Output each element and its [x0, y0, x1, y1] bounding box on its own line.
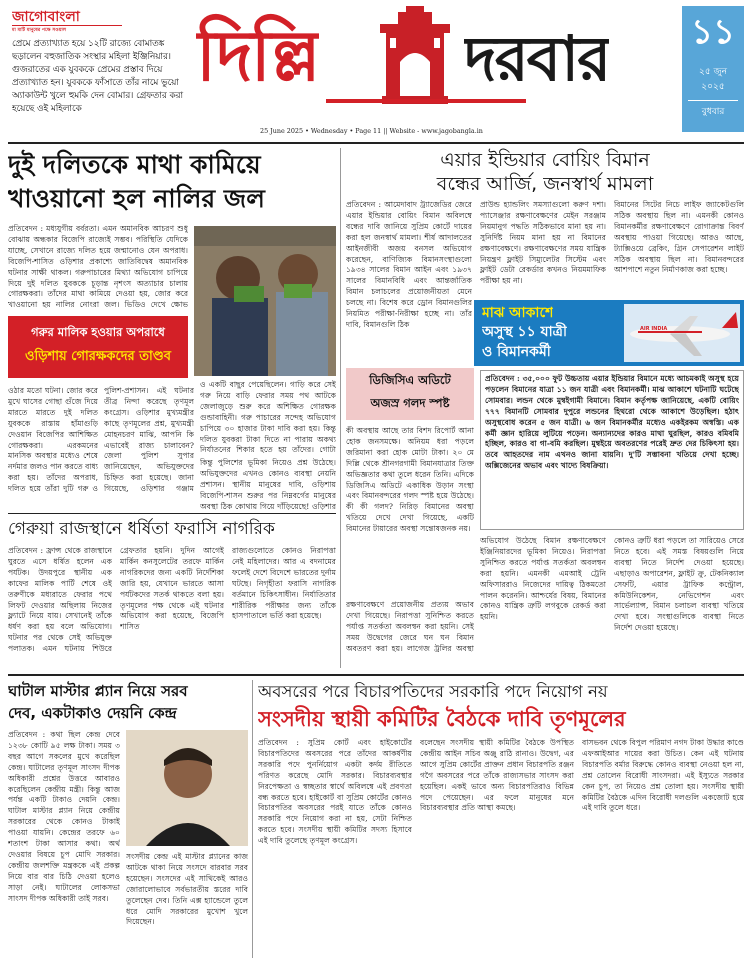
- story5-body-col1: প্রতিবেদন : সুপ্রিম কোর্ট এবং হাইকোর্টের বিচারপতিদের অবসরের পরে তাঁদের আকর্ষণীয় সরকারি পদে পুনর্নিয়োগ একটা কর্দম রীতিতে পরিণত করেছে মোদি সরকার। বিচারব্যবস্থার নিরপেক্ষতা ও স্বচ্ছতার স্বার্থে অবিলম্বে এই প্রবণতা বন্ধ করতে হবে। হাইকোর্ট বা সুপ্রিম কোর্টের কোনও বিচারপতির অবসরের পরই যাতে তাঁকে কোনও সরকারি পদে নিয়োগ করা না হয়, সেটা নিশ্চিত করতে হবে। সংসদীয় স্থায়ী কমিটির সদস্য হিসাবে এই দাবি তুলেছে তৃণমূল কংগ্রেস।: [258, 738, 412, 846]
- masthead-dateline: 25 June 2025 • Wednesday • Page 11 || Website - www.jagobangla.in: [260, 127, 483, 135]
- masthead-title: [196, 4, 680, 116]
- story1-body-col2: পুলিশ-প্রশাসন। এই ঘটনার তীব্র নিন্দা করেছে তৃণমূল কংগ্রেস। ওড়িশার মুখ্যমন্ত্রীর কাছে তৃণমূলের প্রশ্ন, মুখ্যমন্ত্রী মোহনচরণ মাঝি, আপনি কি এভাবেই রাজ্য চালাবেন? জেলা পুলিশ সুপার জানিয়েছেন, অভিযুক্তদের চিহ্নিত করা হয়েছে। জানা গিয়েছে, ওড়িশার গঞ্জাম: [104, 386, 194, 494]
- story5-headline: সংসদীয় স্থায়ী কমিটির বৈঠকে দাবি তৃণমূলের: [258, 707, 626, 731]
- story-judges: [258, 680, 744, 958]
- story5-kicker: অবসরের পরে বিচারপতিদের সরকারি পদে নিয়োগ নয়: [258, 682, 608, 701]
- story-rajasthan: [8, 516, 336, 664]
- story3-body-col1: প্রতিবেদন : আমেদাবাদ ট্র্যাজেডির জেরে এয়ার ইন্ডিয়ার বোয়িং বিমান অবিলম্বে বন্ধের দাবি জানিয়ে সুপ্রিম কোর্টে দায়ের করা হল জনস্বার্থ মামলা। শীর্ষ আদালতের আইনজীবী অজয় বনসল অভিযোগ করেছেন, বাণিজ্যিক বিমানসংস্থাগুলো ১৯৩৪ সালের বিমান আইন এবং ১৯৩৭ সালের বিমানবিধি এবং আন্তর্জাতিক বিমান চলাচলের প্রয়োজনীয়তা মেনে চলছে না। বিশেষ করে ড্রোন বিমানগুলির নিয়মিত পরীক্ষা-নিরীক্ষা হচ্ছে না। তাঁর দাবি, বিমানগুলি ঠিক: [346, 200, 472, 329]
- masthead-title-right: দরবার: [464, 22, 610, 95]
- date-bn-year: ২০২৫: [701, 82, 725, 92]
- story4-headline-line2: দেব, একটাকাও দেয়নি কেন্দ্র: [8, 704, 177, 722]
- story1-intro: প্রতিবেদন : মধ্যযুগীয় বর্বরতা। এমন অমানবিক আচরণ শুধু বোঝায় অন্ধকার বিজেপি রাজ্যেই সম্ভব। পরিস্থিতি যেদিকে যাচ্ছে, সেখানে রাজ্যে দলিত হয়ে জন্মানোও যেন অপরাধ। বিজেপি-শাসিত ওড়িশার প্রকাশ্যে জাতিবিদ্বেষ অমানবিক ঘটনার সাক্ষী থাকল। গরুপাচারের মিথ্যা অভিযোগ চাপিয়ে দিয়ে দুই দলিত যুবককে চূড়ান্ত নৃশংস অত্যাচার চালায় গোরক্ষকরা। তাঁদের মাথা কামিয়ে দেওয়া হয়, জোর করে খাওয়ানো হয় নালির নোংরা জল। ভিডিও দেখে ক্ষোভ: [8, 224, 188, 310]
- date-bn-day-month: ২৫ জুন: [699, 67, 727, 77]
- left-column-vertical-rule: [340, 148, 341, 668]
- story3-highlight-box: [480, 370, 744, 530]
- story1-banner-line1: গরুর মালিক হওয়ার অপরাধে: [31, 325, 165, 339]
- story3-body-col2: প্রাউন্ড হ্যান্ডলিং সমস্যাগুলো করুণ দশা। প্যাসেঞ্জার রক্ষণাবেক্ষণের মেইন সরঞ্জাম নিয়মানুগ পদ্ধতি সঠিকভাবে মানা হয় না। সুনির্দিষ্ট নিয়ম মানা হয় না বিমানের রক্ষণাবেক্ষণে। রক্ষণাবেক্ষণের সময় যান্ত্রিক নিয়ন্ত্রণ ফ্লাইট সিম্যুলেটর সিস্টেম এবং ফ্লাইট ডেটা রেকর্ডার কখনও নিয়মমাফিক পরীক্ষা হয় না।: [480, 200, 606, 286]
- story3-banner-line1: মাঝ আকাশে: [482, 305, 554, 321]
- story5-body-col3: বাসভবন থেকে বিপুল পরিমাণ নগদ টাকা উদ্ধার কাণ্ডে এফআইআর দায়ের করা উচিত। কেন এই ঘটনায় বিচারপতি বর্মার বিরুদ্ধে কোনও ব্যবস্থা নেওয়া হল না, প্রশ্ন তোলেন বিরোধী সাংসদরা। এই ইস্যুতে সরকার কেন চুপ, তা নিয়েও প্রশ্ন তোলা হয়। সংসদীয় স্থায়ী কমিটির বৈঠকে এদিন বিরোধী দলগুলি একজোট হয়ে এই দাবি তুলে ধরে।: [582, 738, 744, 813]
- story3-bottom-col1: অভিযোগ উঠেছে বিমান রক্ষণাবেক্ষণে ইঞ্জিনিয়ারদের ভূমিকা নিয়েও। নিরাপত্তা সুনিশ্চিত করতে পর্যাপ্ত সতর্কতা অবলম্বন করা হয়নি। এমনকী এমআই ট্রেনি অফিসাররাও নিজেদের দায়িত্ব ঠিকমতো পালন করেননি। আশ্চর্যের বিষয়, বিমানের কোনও যান্ত্রিক ত্রুটি লগবুকে রেকর্ড করা হয়নি।: [480, 536, 606, 622]
- page-number-box: [682, 6, 744, 132]
- masthead: [0, 0, 750, 140]
- india-gate-icon: [368, 6, 462, 106]
- middle-divider: [8, 674, 744, 676]
- story1-body-col1b: [8, 494, 194, 514]
- story-air-india: [346, 148, 744, 668]
- story5-body-col2: বলেছেন সংসদীয় স্থায়ী কমিটির বৈঠকে উপস্থিত কেন্দ্রীয় আইন সচিব অঞ্জু রাঠি রানাও। উদ্বেগ, এর আগে সুপ্রিম কোর্টের প্রাক্তন প্রধান বিচারপতি রঞ্জন গগৈ অবসরের পরে তাঁকে রাজ্যসভার সাংসদ করা হয়েছিল। একই ভাবে অন্য বিচারপতিরাও বিভিন্ন পদে পেয়েছেন। এর ফলে মানুষের মনে বিচারব্যবস্থার প্রতি আস্থা কমছে।: [420, 738, 574, 813]
- story4-body-col1: প্রতিবেদন : কথা ছিল কেন্দ্র দেবে ১২৩৮ কোটি ৯৫ লক্ষ টাকা। সময় ৩ বছর আগে সকলের মুখে করেছিল কেন্দ্র। ঘাটালের তৃণমূল সাংসদ দীপক অধিকারী প্রশ্নের উত্তরে আবারও করেছিলেন কেন্দ্রীয় মন্ত্রী। কিন্তু আজ পর্যন্ত একটি টাকাও দেয়নি কেন্দ্র। ঘাটাল মাস্টার প্ল্যান নিয়ে কেন্দ্রীয় সরকারের থেকে কোনও টাকাই পাওয়া যায়নি। কেন্দ্রের তরফে ৬০ শতাংশ টাকা আসার কথা। অর্থ দেওয়ার বিষয়ে চুপ মোদি সরকার। কেন্দ্রীয় জলশক্তি মন্ত্রককে এই প্রকল্প নিয়ে বার বার চিঠি দেওয়া হলেও সাড়া নেই। ঘাটালের লোকসভা সাংসদ দীপক অধিকারী তাই সরব।: [8, 730, 120, 903]
- masthead-divider: [8, 142, 744, 144]
- logo-main-text: জাগোবাংলা: [12, 9, 80, 25]
- story3-audit-head2: অজস্র গলদ স্পষ্ট: [370, 396, 450, 410]
- story1-headline-line1: দুই দলিতকে মাথা কামিয়ে: [8, 150, 261, 179]
- story2-headline: গেরুয়া রাজস্থানে ধর্ষিতা ফরাসি নাগরিক: [8, 519, 275, 539]
- story1-body-col1: ওঠার মতো ঘটনা। জোর করে মুখে ঘাসের গোছা গুঁজে দিয়ে মারতে মারতে দুই দলিত যুবককে রাস্তায় হাঁমাগুড়ি দেওয়ান বিজেপির আশিক্ষিত গোরক্ষকরা। এরকমনের মানসিক অবস্থার মধ্যেও শেষে নর্দমার জলও পান করতে বাধ্য করা হয়। তাঁদের অপরাধ, দলিত হয়ে তাঁরা দুটি গরু ও: [8, 386, 98, 494]
- story3-bottom-col2: কোনও ত্রুটি ধরা পড়লে তা সারিয়েও সেরে নিতে হবে। এই সমস্ত বিষয়গুলি নিয়ে ব্যবস্থা নিতে নির্দেশ দেওয়া হয়েছে। এছাড়াও অপারেশন, ফ্লাইট ক্রু, টেকনিক্যাল সেফটি, এয়ার ট্রাফিক কন্ট্রোল, কমিউনিকেশন, নেভিগেশন এবং সার্ভেল্যান্স, বিমান চলাচল ব্যবস্থা খতিয়ে দেখা হবে। সংস্থাগুলিকে ব্যবস্থা নিতে নির্দেশ দেওয়া হয়েছে।: [614, 536, 744, 633]
- story3-banner-box: [474, 300, 744, 366]
- story-odisha-dalits: [8, 148, 336, 560]
- story3-headline-line2: বন্ধের আর্জি, জনস্বার্থ মামলা: [436, 173, 654, 195]
- story1-banner-line2: ওড়িশায় গোরক্ষকদের তাণ্ডব: [24, 349, 172, 364]
- story-ghatal: [8, 680, 248, 958]
- story2-body-col1: প্রতিবেদন : ফ্রান্স থেকে রাজস্থানে ঘুরতে এসে ধর্ষিত হলেন এক পর্যটক। উদয়পুরে স্থানীয় এক কাফের মালিক পার্টি শেষে ওই তরুণীকে মধ্যরাতে ফেরার পথে লিফট দেওয়ার অছিলায় নিজের ফ্ল্যাটে নিয়ে যায়। সেখানেই তাঁকে ধর্ষণ করা হয় বলে অভিযোগ। ঘটনার পর থেকে সেই অভিযুক্ত পলাতক। এমন ঘটনায় শিউরে: [8, 546, 112, 654]
- logo-tagline: মা মাটি মানুষের পক্ষে সওয়াল: [12, 25, 122, 34]
- story2-body-col3: রাজ্যগুলোতে কোনও নিরাপত্তা নেই মহিলাদের। আর এ বদনামের ফলেই দেশে বিদেশে ভারতের দুর্নাম ঘটছে। নিগৃহীতা ফরাসি নাগরিক বর্তমানে চিকিৎসাধীন। নির্যাতিতার শারীরিক পরীক্ষার জন্য তাঁকে হাসপাতালে ভর্তি করা হয়েছে।: [232, 546, 336, 621]
- story3-banner-line2: অসুস্থ ১১ যাত্রী: [482, 324, 567, 340]
- story3-body-col3: বিমানের সিটের নিচে লাইফ জ্যাকেটগুলি সঠিক অবস্থায় ছিল না। এমনকী কোনও বিমানকর্মীর রক্ষণাবেক্ষণে রোগাক্রান্ত বিবর্ণ অবস্থায় পাওয়া গিয়েছে। আরও আছে, ট্যাক্সিওয়ে ব্রেকিং, গ্রিন সেপারেশন লাইট সঠিক অবস্থায় ছিল না। বিমানবন্দরের আশপাশে নতুন নির্মাণকাজ করা হচ্ছে।: [614, 200, 744, 275]
- story1-body-col3: ও একটি বাছুর পেয়েছিলেন। গাড়ি করে সেই গরু নিয়ে বাড়ি ফেরার সময় পথ আটকে জেলাজুড়ে শুরু করে অশিক্ষিত গোরক্ষক গুন্ডাবাহিনী। গরু পাচারের সন্দেহ অভিযোগ চাপিয়ে ৩০ হাজার টাকা দাবি করা হয়। কিন্তু দলিত যুবকরা টাকা দিতে না পারায় অকথ্য নির্যাতনের শিকার হতে হয় তাঁদের। গোটা: [200, 380, 336, 455]
- story2-body-col2: গ্রেফতার হয়নি। দুদিন আগেই মার্কিন কনসুলেটের তরফে মার্কিন নাগরিকদের জন্য একটি নির্দেশিকা জারি হয়, যেখানে ভারতে আসা পর্যটকদের সতর্ক থাকতে বলা হয়। তৃণমূলের পক্ষ থেকে এই ঘটনার অভিযোগ করা হয়েছে, বিজেপি শাসিত: [120, 546, 224, 632]
- masthead-promo: প্রেমে প্রত্যাখ্যাত হয়ে ১২টি রাজ্যে বোমাতঙ্ক ছড়ালেন বহুজাতিক সংস্থার মহিলা ইঞ্জিনিয়ার। গুজরাতের এক যুবককে প্রেমের প্রস্তাব দিয়ে প্রত্যাখ্যাত হন। যুবককে ফাঁসাতে তাঁর নামে ভুয়ো অ্যাকাউন্ট খুলে হুমকি দেন বোমার। গ্রেফতার করা হয়েছে ওই মহিলাকে: [12, 39, 184, 114]
- story3-audit-head1: ডিজিসিএ অডিটে: [369, 373, 451, 387]
- story3-headline-line1: এয়ার ইন্ডিয়ার বোয়িং বিমান: [440, 149, 650, 171]
- story3-audit-col2: রক্ষণাবেক্ষণে প্রয়োজনীয় প্রত্যয় অভাব দেখা গিয়েছে। নিরাপত্তা সুনিশ্চিত করতে পর্যাপ্ত সতর্কতা অবলম্বন করা হয়নি। সেই সময় উদ্বেগের জেরে ঘন ঘন বিমান অবতরণ করা হয়। লাগেজ ট্রলির অবস্থা: [346, 600, 474, 653]
- story3-highlight-text: প্রতিবেদন : ৩৫,০০০ ফুট উচ্চতায় এয়ার ইন্ডিয়ার বিমানে মধ্যে আচমকাই অসুস্থ হয়ে পড়লেন বিমানের যাত্রা ১১ জন যাত্রী এবং বিমানকর্মী। মাঝ আকাশে ঘটনাটি ঘটেছে সোমবার। লন্ডন থেকে মুম্বইগামী বিমানে। বিমান কর্তৃপক্ষ জানিয়েছে, একটি বোয়িং ৭৭৭ বিমানটি সোমবার দুপুরে লন্ডনের হিথরো থেকে আকাশে উড়েছিল। হঠাৎ অসুস্থবোধ করেন ৫ জন যাত্রী। ৬ জন বিমানকর্মীর মধ্যেও একইরকম অস্বস্তি। এক কর্মী জ্ঞান হারিয়ে লুটিয়ে পড়েন। অন্যান্যদের কারও মাথা ঘুরছিল, কারও বমিবমি হচ্ছিল, কারও বা গা-বমি করছিল। মুম্বইয়ে অবতরণের পরেই দ্রুত দের চিকিৎসা হয়। তবে আহতদের নাম এখনও জানা যায়নি। দু'টি সম্ভাবনা খতিয়ে দেখা হচ্ছে। অক্সিজেনের অভাব এবং খাদ্যে বিষক্রিয়া।: [485, 374, 739, 471]
- masthead-title-underline: [326, 99, 526, 103]
- page-number: ১১: [690, 12, 736, 52]
- story4-photo: [126, 730, 248, 846]
- publication-logo: [12, 9, 122, 34]
- airline-logo: AIR INDIA: [640, 326, 668, 332]
- story1-bottom-rule: [8, 513, 336, 514]
- story4-body-col2: সংসদীয় কেন্দ্র এই মাস্টার প্ল্যানের কাজ আটকে থাকা নিয়ে সংসদে বারবার সরব হয়েছেন। সংসদের এই সাথিকেই আরও জোরালোভাবে সর্বভারতীয় স্তরের দাবি তুলেছেন দেব। তিনি এক্স হ্যান্ডেলে তুলে ধরে মোদি সরকারের মুখোশ খুলে দিয়েছেন।: [126, 852, 248, 927]
- story1-headline-line2: খাওয়ানো হল নালির জল: [8, 184, 265, 213]
- story3-audit-col1: কী অবস্থায় আছে তার বিশদ রিপোর্ট আনা হোক জনসমক্ষে। অনিয়ম ধরা পড়লে জরিমানা করা হোক মোটা টাকা। ২০ মে দিল্লি থেকে শ্রীনগরগামী বিমানযাত্রার তিক্ত অভিজ্ঞতার কথা তুলে ধরেন তিনি। এদিকে ডিজিসিএ অডিটে একাধিক উড়ান সংস্থা এবং বিমানবন্দরের গলদ স্পষ্ট হয়ে উঠেছে। কী কী গলদ? নিরিড় বিমানের অবস্থা খতিয়ে দেখে দেখা গিয়েছে, একটি বিমানের টায়ারের অবস্থা সন্তোষজনক নয়।: [346, 426, 474, 534]
- story1-photo: [194, 226, 336, 376]
- aircraft-photo: [624, 304, 740, 362]
- bottom-vertical-rule: [252, 680, 253, 958]
- weekday-bn: বুধবার: [688, 100, 738, 119]
- story1-body-col4: কিন্তু পুলিশের ভূমিকা নিয়েও প্রশ্ন উঠেছে। অভিযুক্তদের এখনও কোনও ব্যবস্থা নেয়নি প্রশাসন। স্থানীয় মানুষের দাবি, ওড়িশায় বিজেপি-শাসন শুরুর পর নিম্নবর্গের মানুষের অবস্থা ঠিক কোথায় গিয়ে দাঁড়িয়েছে! ওড়িশার: [200, 458, 336, 511]
- story3-banner-line3: ও বিমানকর্মী: [482, 344, 551, 360]
- story1-banner: [8, 316, 188, 378]
- story3-audit-box: [346, 368, 474, 420]
- story4-headline-line1: ঘাটাল মাস্টার প্ল্যান নিয়ে সরব: [8, 682, 188, 700]
- masthead-title-left: দিল্লি: [196, 15, 319, 97]
